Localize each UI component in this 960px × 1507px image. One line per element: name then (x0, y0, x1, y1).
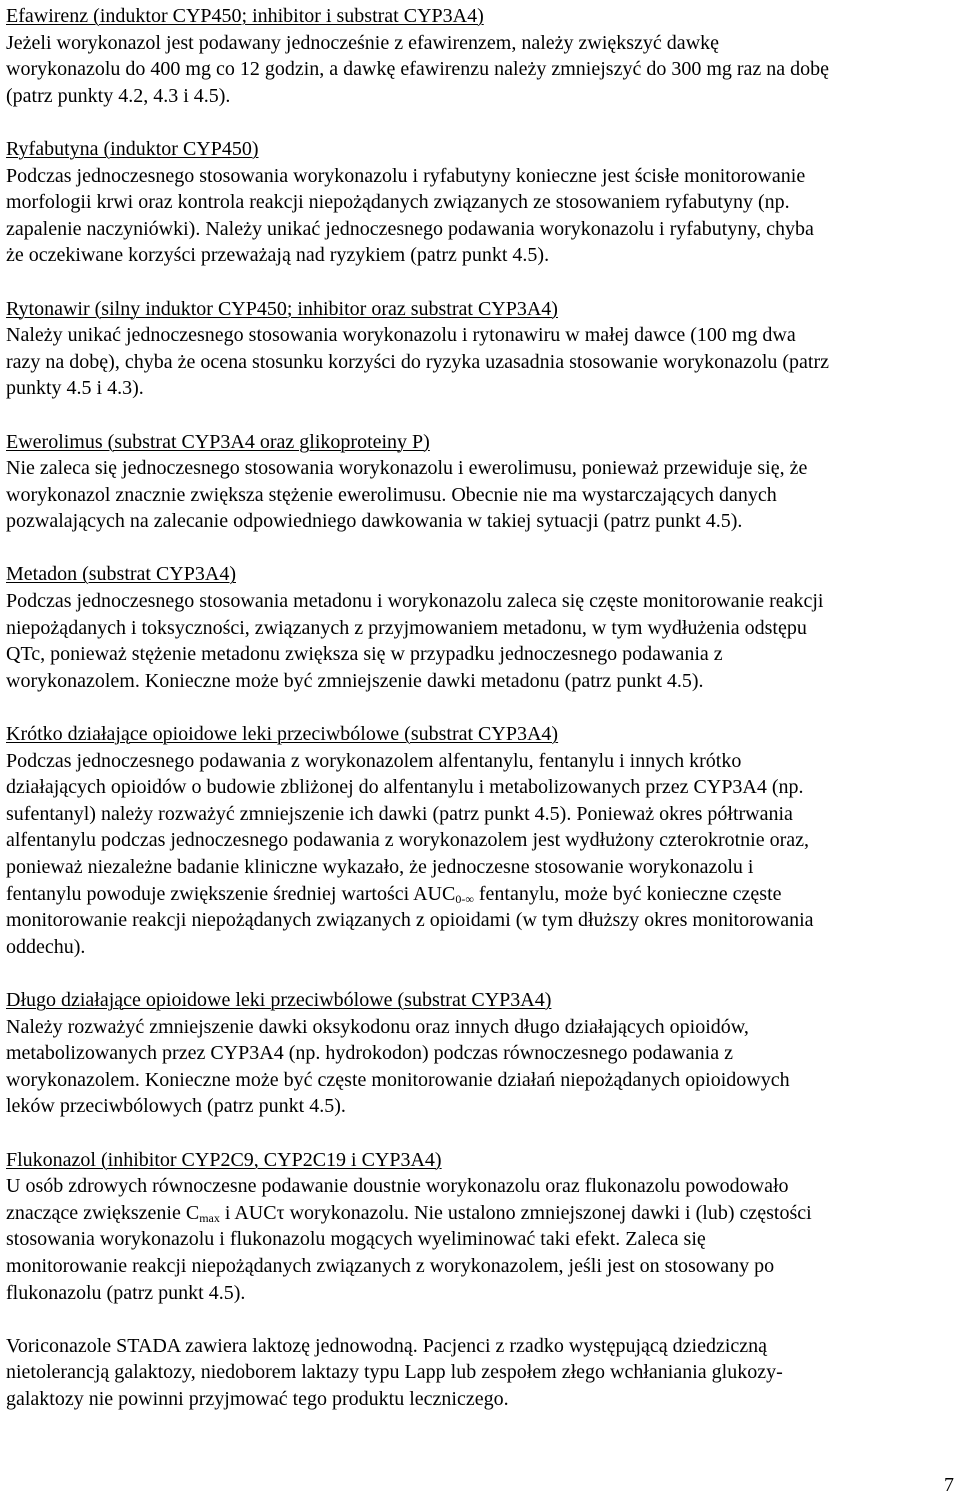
paragraph-line: razy na dobę), chyba że ocena stosunku korzyści do ryzyka uzasadnia stosowanie worykonazolu (patrz (6, 350, 830, 373)
section-heading: Ewerolimus (substrat CYP3A4 oraz glikoproteiny P) (6, 430, 430, 453)
paragraph-line: niepożądanych i toksyczności, związanych z przyjmowaniem metadonu, w tym wydłużenia odstępu (6, 616, 807, 639)
paragraph-line: że oczekiwane korzyści przeważają nad ryzykiem (patrz punkt 4.5). (6, 244, 550, 267)
section-ryfabutyna (6, 136, 958, 269)
paragraph-line: morfologii krwi oraz kontrola reakcji niepożądanych związanych ze stosowaniem ryfabutyny (np. (6, 191, 790, 214)
paragraph-line: Jeżeli worykonazol jest podawany jednocześnie z efawirenzem, należy zwiększyć dawkę (6, 31, 720, 54)
paragraph-line: QTc, ponieważ stężenie metadonu zwiększa się w przypadku jednoczesnego podawania z (6, 643, 723, 666)
paragraph-line: flukonazolu (patrz punkt 4.5). (6, 1281, 246, 1304)
paragraph-line: Podczas jednoczesnego podawania z worykonazolem alfentanylu, fentanylu i innych krótko (6, 749, 742, 772)
section-heading: Efawirenz (induktor CYP450; inhibitor i substrat CYP3A4) (6, 5, 484, 27)
section-heading: Flukonazol (inhibitor CYP2C9, CYP2C19 i CYP3A4) (6, 1148, 442, 1171)
section-heading: Długo działające opioidowe leki przeciwbólowe (substrat CYP3A4) (6, 988, 552, 1011)
paragraph-line: galaktozy nie powinni przyjmować tego produktu leczniczego. (6, 1387, 509, 1410)
section-short-acting-opioids (6, 721, 958, 960)
document-body (6, 3, 958, 1439)
auc-subscript: 0-∞ (455, 891, 474, 906)
paragraph-line: alfentanylu podczas jednoczesnego podawania z worykonazolem jest wydłużony czterokrotnie oraz, (6, 829, 810, 852)
section-heading: Krótko działające opioidowe leki przeciwbólowe (substrat CYP3A4) (6, 723, 559, 746)
paragraph-line: leków przeciwbólowych (patrz punkt 4.5). (6, 1095, 346, 1118)
paragraph-line: monitorowanie reakcji niepożądanych związanych z worykonazolem, jeśli jest on stosowany po (6, 1254, 775, 1277)
auc-text-after: fentanylu, może być konieczne częste (473, 882, 782, 905)
paragraph-line: Nie zaleca się jednoczesnego stosowania worykonazolu i ewerolimusu, ponieważ przewiduje się, że (6, 457, 808, 480)
paragraph-line: Należy rozważyć zmniejszenie dawki oksykodonu oraz innych długo działających opioidów, (6, 1015, 749, 1038)
paragraph-line: metabolizowanych przez CYP3A4 (np. hydrokodon) podczas równoczesnego podawania z (6, 1042, 733, 1065)
cmax-text-after: i AUCτ worykonazolu. Nie ustalono zmniejszonej dawki i (lub) częstości (219, 1201, 812, 1224)
paragraph-line: U osób zdrowych równoczesne podawanie doustnie worykonazolu oraz flukonazolu powodowało (6, 1175, 789, 1198)
paragraph-line: Podczas jednoczesnego stosowania metadonu i worykonazolu zaleca się częste monitorowanie reakcji (6, 590, 824, 613)
paragraph-line: worykonazolu do 400 mg co 12 godzin, a dawkę efawirenzu należy zmniejszyć do 300 mg raz na dobę (6, 58, 830, 81)
section-rytonawir (6, 296, 958, 402)
section-long-acting-opioids (6, 987, 958, 1120)
paragraph-line: worykonazol znacznie zwiększa stężenie ewerolimusu. Obecnie nie ma wystarczających danych (6, 483, 777, 506)
paragraph-line: ponieważ niezależne badanie kliniczne wykazało, że jednoczesne stosowanie worykonazolu i (6, 856, 754, 878)
paragraph-line: Podczas jednoczesnego stosowania worykonazolu i ryfabutyny konieczne jest ścisłe monitorowanie (6, 164, 806, 187)
paragraph-line: punkty 4.5 i 4.3). (6, 377, 144, 400)
paragraph-line: worykonazolem. Konieczne może być zmniejszenie dawki metadonu (patrz punkt 4.5). (6, 669, 704, 692)
cmax-text-before: znaczące zwiększenie C (6, 1201, 200, 1224)
paragraph-line: Voriconazole STADA zawiera laktozę jednowodną. Pacjenci z rzadko występującą dziedziczną (6, 1334, 768, 1357)
paragraph-line: worykonazolem. Konieczne może być częste monitorowanie działań niepożądanych opioidowych (6, 1068, 790, 1091)
paragraph-line: pozwalających na zalecanie odpowiedniego dawkowania w takiej sytuacji (patrz punkt 4.5). (6, 510, 743, 533)
cmax-subscript: max (199, 1210, 220, 1225)
section-heading: Rytonawir (silny induktor CYP450; inhibitor oraz substrat CYP3A4) (6, 297, 558, 320)
section-heading: Ryfabutyna (induktor CYP450) (6, 137, 259, 160)
paragraph-line: monitorowanie reakcji niepożądanych związanych z opioidami (w tym dłuższy okres monitorowania (6, 909, 814, 932)
paragraph-line: zapalenie naczyniówki). Należy unikać jednoczesnego podawania worykonazolu i ryfabutyny, chyba (6, 217, 814, 240)
page-number: 7 (944, 1474, 954, 1496)
section-efawirenz (6, 3, 958, 109)
paragraph-line: stosowania worykonazolu i flukonazolu mogących wyeliminować taki efekt. Zaleca się (6, 1228, 706, 1251)
section-ewerolimus (6, 429, 958, 535)
paragraph-line: (patrz punkty 4.2, 4.3 i 4.5). (6, 84, 231, 107)
paragraph-line: Należy unikać jednoczesnego stosowania worykonazolu i rytonawiru w małej dawce (100 mg dwa (6, 324, 796, 347)
paragraph-line-cmax (6, 1200, 958, 1227)
section-metadon (6, 561, 958, 694)
auc-text-before: fentanylu powoduje zwiększenie średniej wartości AUC (6, 882, 456, 905)
section-flukonazol (6, 1147, 958, 1307)
section-lactose-note (6, 1333, 958, 1413)
paragraph-line: nietolerancją galaktozy, niedoborem laktazy typu Lapp lub zespołem złego wchłaniania glukozy- (6, 1361, 783, 1384)
paragraph-line: działających opioidów o budowie zbliżonej do alfentanylu i metabolizowanych przez CYP3A4 (np. (6, 776, 804, 799)
paragraph-line: sufentanyl) należy rozważyć zmniejszenie ich dawki (patrz punkt 4.5). Ponieważ okres półtrwania (6, 802, 793, 825)
section-heading: Metadon (substrat CYP3A4) (6, 563, 236, 586)
paragraph-line: oddechu). (6, 935, 86, 958)
paragraph-line-auc (6, 881, 958, 908)
